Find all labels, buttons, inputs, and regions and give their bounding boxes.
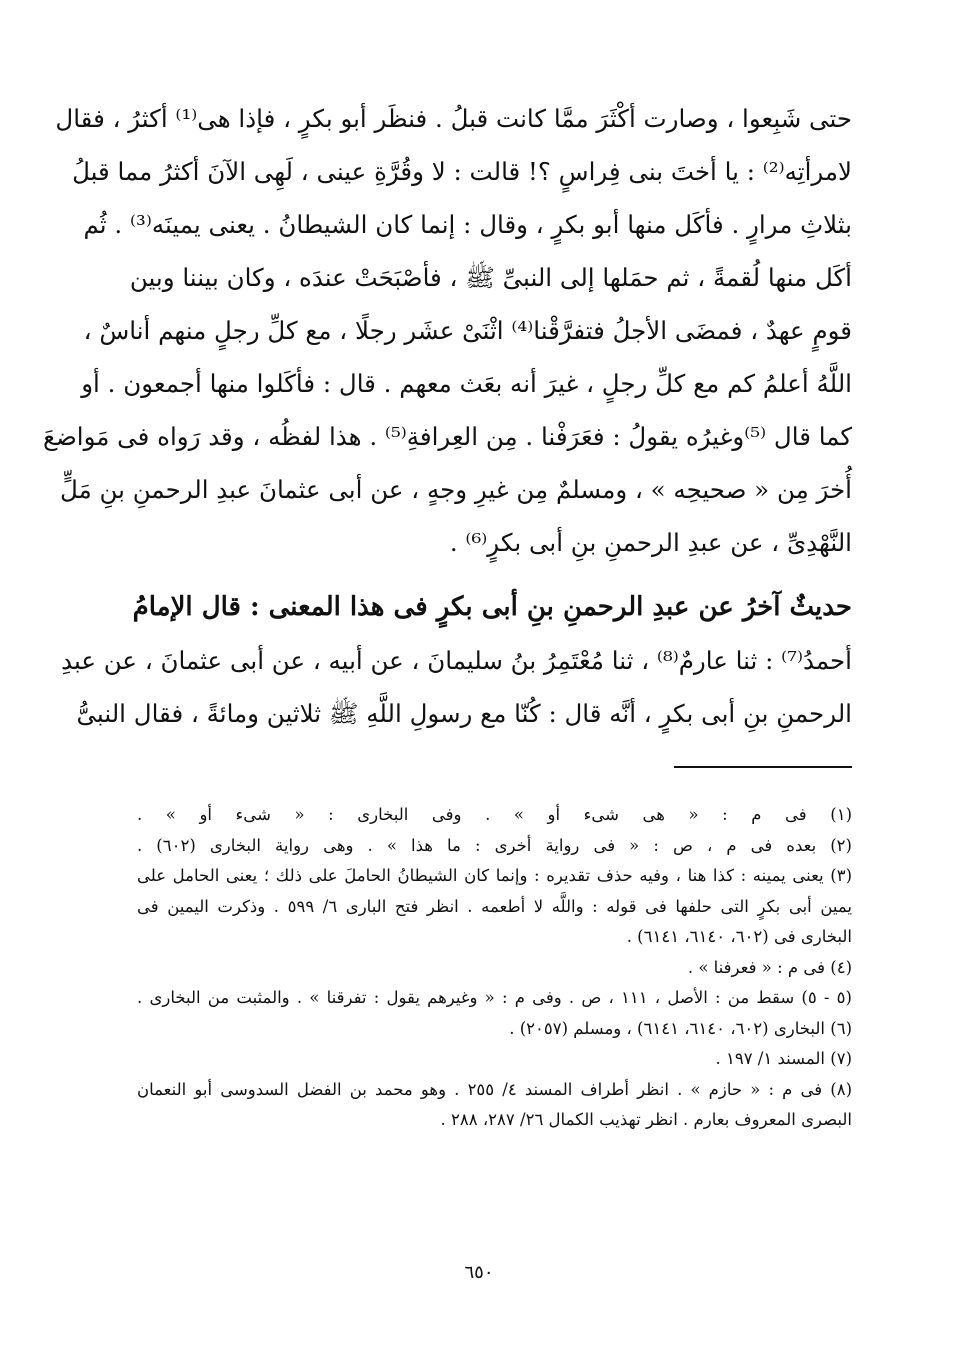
footnote-line: (٧) المسند ١/ ١٩٧ . — [715, 1049, 852, 1068]
footnote-line: (٦) البخارى (٦٠٢، ٦١٤٠، ٦١٤١) ، ومسلم (٢٠٥٧) . — [509, 1018, 852, 1038]
text-line: كما قال ⁽⁵⁾وغيرُه يقولُ : فعَرَفْنا . مِن العِرافةِ⁽⁵⁾ . هذا لفظُه ، وقد رَواه فى مَواضعَ — [42, 422, 852, 451]
footnote-line: (٢) بعده فى م ، ص : « فى رواية أخرى : ما هذا » . وهى رواية البخارى (٦٠٢) . — [137, 835, 852, 855]
text-line: اللَّهُ أعلمُ كم مع كلِّ رجلٍ ، غيرَ أنه بعَث معهم . قال : فأكَلوا منها أجمعون . أو — [81, 369, 852, 398]
footnote-line: البخارى فى (٦٠٢، ٦١٤٠، ٦١٤١) . — [626, 927, 852, 946]
text-line: الرحمنِ بنِ أبى بكرٍ ، أنَّه قال : كُنّا مع رسولِ اللَّهِ ﷺ ثلاثين ومائةً ، فقال النبىُّ — [76, 699, 852, 728]
footnote-line: (٤) فى م : « فعرفنا » . — [687, 957, 852, 977]
text-line: أُخرَ مِن « صحيحِه » ، ومسلمٌ مِن غيرِ وجهٍ ، عن أبى عثمانَ عبدِ الرحمنِ بنِ مَلٍّ — [60, 475, 852, 504]
main-text-block — [42, 92, 852, 740]
text-line: لامرأتِه⁽²⁾ : يا أختَ بنى فِراسٍ ؟! قالت : لا وقُرَّةِ عينى ، لَهِى الآنَ أكثرُ مما قبلُ — [72, 157, 852, 186]
footnotes-block — [137, 800, 852, 1136]
text-line: حتى شَبِعوا ، وصارت أكْثَرَ ممَّا كانت قبلُ . فنظَر أبو بكرٍ ، فإذا هى⁽¹⁾ أكثرُ ، فقال — [55, 104, 852, 133]
text-line: بثلاثِ مرارٍ . فأكَل منها أبو بكرٍ ، وقال : إنما كان الشيطانُ . يعنى يمينَه⁽³⁾ . ثُم — [83, 210, 852, 239]
footnote-line: البصرى المعروف بعارم . انظر تهذيب الكمال ٢٦/ ٢٨٧، ٢٨٨ . — [440, 1110, 852, 1129]
footnote-line: (١) فى م : « هى شىء أو » . وفى البخارى : « شىء أو » . — [137, 805, 852, 824]
footnote-line: (٣) يعنى يمينه : كذا هنا ، وفيه حذف تقديره : وإنما كان الشيطانُ الحاملَ على ذلك ؛ يعنى الحامل على — [137, 866, 852, 885]
footnote-divider — [674, 766, 852, 768]
page-number: ٦٥٠ — [464, 1262, 494, 1283]
footnote-line: (٨) فى م : « حازم » . انظر أطراف المسند ٤/ ٢٥٥ . وهو محمد بن الفضل السدوسى أبو النعمان — [137, 1079, 853, 1099]
text-line: أكَل منها لُقمةً ، ثم حمَلها إلى النبىِّ ﷺ ، فأصْبَحَتْ عندَه ، وكان بيننا وبين — [129, 263, 852, 292]
footnote-line: (٥ - ٥) سقط من : الأصل ، ١١١ ، ص . وفى م : « وغيرهم يقول : تفرقنا » . والمثبت من البخارى . — [137, 988, 852, 1007]
text-line: قومٍ عهدٌ ، فمضَى الأجلُ فتفرَّقْنا⁽⁴⁾ اثْنَىْ عشَر رجلًا ، مع كلِّ رجلٍ منهم أناسٌ ، — [83, 316, 852, 345]
section-heading: حديثٌ آخرُ عن عبدِ الرحمنِ بنِ أبى بكرٍ فى هذا المعنى : قال الإمامُ — [132, 592, 852, 622]
text-line: النَّهْدِىِّ ، عن عبدِ الرحمنِ بنِ أبى بكرٍ⁽⁶⁾ . — [449, 528, 852, 557]
text-line: أحمدُ⁽⁷⁾ : ثنا عارمٌ⁽⁸⁾ ، ثنا مُعْتَمِرُ بنُ سليمانَ ، عن أبيه ، عن أبى عثمانَ ، عن عبدِ — [61, 646, 852, 675]
footnote-line: يمين أبى بكرٍ التى حلفها فى قوله : واللَّه لا أطعمه . انظر فتح البارى ٦/ ٥٩٩ . وذكرت اليمين فى — [137, 896, 852, 916]
